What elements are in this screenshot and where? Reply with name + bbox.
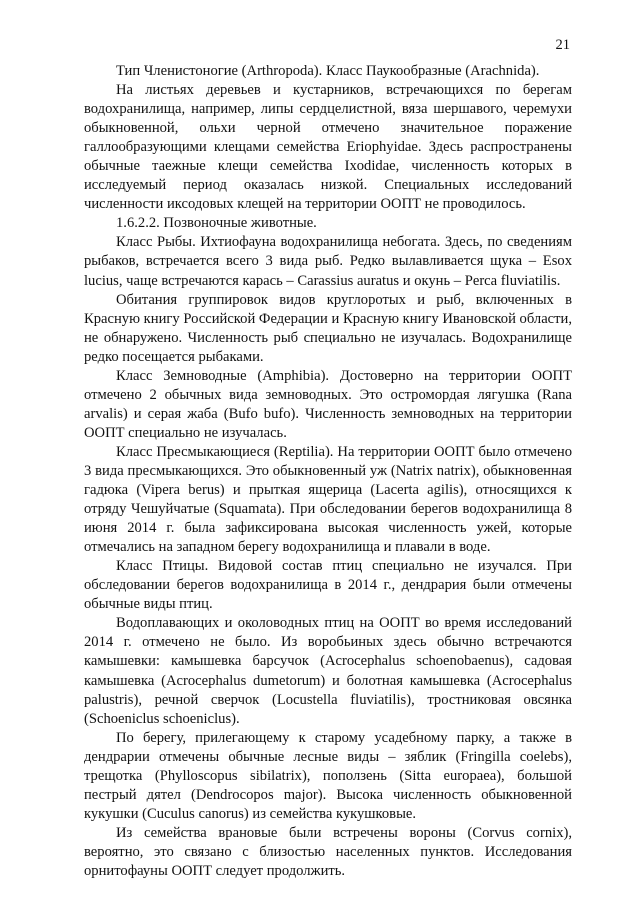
paragraph-arthropoda: Тип Членистоногие (Arthropoda). Класс Паукообразные (Arachnida). xyxy=(116,63,540,79)
paragraph-fish: Класс Рыбы. Ихтиофауна водохранилища небогата. Здесь, по сведениям рыбаков, встречается всего 3 вида рыб. Редко вылавливается щука – Esox lucius, чаще встречаются карась – Carassius auratus и окунь – Perca fluviatilis. xyxy=(84,234,572,289)
page-number: 21 xyxy=(555,37,570,53)
paragraph-corvids: Из семейства врановые были встречены вороны (Corvus cornix), вероятно, это связано с близостью населенных пунктов. Исследования орнитофауны ООПТ следует продолжить. xyxy=(84,824,572,879)
paragraph-mites: На листьях деревьев и кустарников, встречающихся по берегам водохранилища, например, липы сердцелистной, вяза шершавого, черемухи обыкновенной, ольхи черной отмечено значительное поражение галлообразующими клещами семейства Eriophyidae. Здесь распространены обычные таежные клещи семейства Ixodidae, численность которых в исследуемый период оказалась низкой. Специальных исследований численности иксодовых клещей на территории ООПТ не проводилось. xyxy=(84,82,572,213)
paragraph-red-book-fish: Обитания группировок видов круглоротых и рыб, включенных в Красную книгу Российской Федерации и Красную книгу Ивановской области, не обнаружено. Численность рыб специально не изучалась. Водохранилище редко посещается рыбаками. xyxy=(84,291,572,365)
paragraph-birds: Класс Птицы. Видовой состав птиц специально не изучался. При обследовании берегов водохранилища в 2014 г., дендрария были отмечены обычные виды птиц. xyxy=(84,558,572,613)
paragraph-forest-birds: По берегу, прилегающему к старому усадебному парку, а также в дендрарии отмечены обычные лесные виды – зяблик (Fringilla coelebs), трещотка (Phylloscopus sibilatrix), поползень (Sitta europaea), большой пестрый дятел (Dendrocopos major). Высока численность обыкновенной кукушки (Cuculus canorus) из семейства кукушковые. xyxy=(84,729,572,822)
paragraph-waterbirds: Водоплавающих и околоводных птиц на ООПТ во время исследований 2014 г. отмечено не было. Из воробьиных здесь обычно встречаются камышевки: камышевка барсучок (Acrocephalus schoenobaenus), садовая камышевка (Acrocephalus dumetorum) и болотная камышевка (Acrocephalus palustris), речной сверчок (Locustella fluviatilis), тростниковая овсянка (Schoeniclus schoeniclus). xyxy=(84,615,572,727)
paragraph-amphibians: Класс Земноводные (Amphibia). Достоверно на территории ООПТ отмечено 2 обычных вида земноводных. Это остромордая лягушка (Rana arvalis) и серая жаба (Bufo bufo). Численность земноводных на территории ООПТ специально не изучалась. xyxy=(84,367,572,441)
paragraph-reptiles: Класс Пресмыкающиеся (Reptilia). На территории ООПТ было отмечено 3 вида пресмыкающихся. Это обыкновенный уж (Natrix natrix), обыкновенная гадюка (Vipera berus) и прыткая ящерица (Lacerta agilis), относящихся к отряду Чешуйчатые (Squamata). При обследовании берегов водохранилища 8 июня 2014 г. была зафиксирована высокая численность ужей, которые отмечались на западном берегу водохранилища и плавали в воде. xyxy=(84,443,572,556)
document-body xyxy=(84,62,572,881)
section-heading-vertebrates: 1.6.2.2. Позвоночные животные. xyxy=(116,215,317,232)
